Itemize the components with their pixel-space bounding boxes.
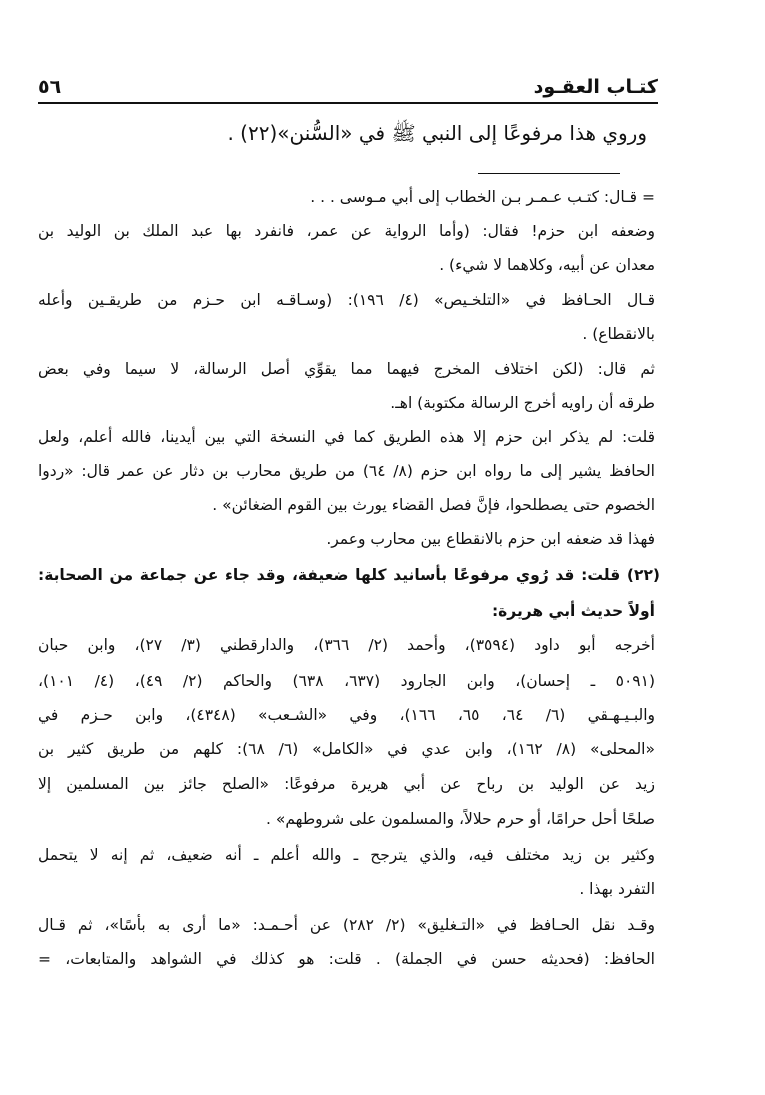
header-rule — [38, 102, 658, 104]
footnote-line: والبـيـهـقي (٦/ ٦٤، ٦٥، ١٦٦)، وفي «الشـعب» (٤٣٤٨)، وابن حـزم في — [38, 706, 655, 724]
footnote-line: الخصوم حتى يصطلحوا، فإنَّ فصل القضاء يورث بين القوم الضغائن» . — [212, 496, 655, 514]
footnote-line: فهذا قد ضعفه ابن حزم بالانقطاع بين محارب وعمر. — [326, 530, 655, 548]
footnote-line: معدان عن أبيه، وكلاهما لا شيء) . — [439, 256, 655, 274]
footnote-line: صلحًا أحل حرامًا، أو حرم حلالاً، والمسلمون على شروطهم» . — [266, 810, 655, 828]
footnote-line: = قـال: كتـب عـمـر بـن الخطاب إلى أبي مـوسى . . . — [310, 188, 655, 206]
footnote-line: وقـد نقل الحـافظ في «التـغليق» (٢/ ٢٨٢) عن أحـمـد: «ما أرى به بأسًا»، ثم قـال — [38, 916, 655, 934]
page-number: ٥٦ — [38, 76, 62, 98]
footnote-22-line: (٢٢) قلت: قد رُوي مرفوعًا بأسانيد كلها ضعيفة، وقد جاء عن جماعة من الصحابة: — [38, 566, 660, 584]
running-title: كتـاب العقـود — [533, 76, 658, 98]
page-header — [38, 74, 658, 100]
footnote-line: ثم قال: (لكن اختلاف المخرج فيهما مما يقوِّي أصل الرسالة، لا سيما وفي بعض — [38, 360, 655, 378]
footnote-line: وكثير بن زيد مختلف فيه، والذي يترجح ـ والله أعلم ـ أنه ضعيف، ثم إنه لا يتحمل — [38, 846, 655, 864]
footnote-line: بالانقطاع) . — [582, 325, 655, 343]
footnote-line: (٥٠٩١ ـ إحسان)، وابن الجارود (٦٣٧، ٦٣٨) والحاكم (٢/ ٤٩)، (٤/ ١٠١)، — [38, 672, 655, 690]
footnote-separator — [478, 173, 620, 174]
footnote-line: وضعفه ابن حزم! فقال: (وأما الرواية عن عمر، فانفرد بها عبد الملك بن الوليد بن — [38, 222, 655, 240]
footnote-line: الحافظ يشير إلى ما رواه ابن حزم (٨/ ٦٤) من طريق محارب بن دثار عن عمر قال: «ردوا — [38, 462, 655, 480]
footnote-line: أخرجه أبو داود (٣٥٩٤)، وأحمد (٢/ ٣٦٦)، والدارقطني (٣/ ٢٧)، وابن حبان — [38, 636, 655, 654]
footnote-line: التفرد بهذا . — [579, 880, 655, 898]
footnote-line: زيد عن الوليد بن رباح عن أبي هريرة مرفوعًا: «الصلح جائز بين المسلمين إلا — [38, 775, 655, 793]
footnote-line: قلت: لم يذكر ابن حزم إلا هذه الطريق كما في النسخة التي بين أيدينا، فالله أعلم، ولعل — [38, 428, 655, 446]
footnote-line: الحافظ: (فحديثه حسن في الجملة) . قلت: هو كذلك في الشواهد والمتابعات، = — [38, 950, 655, 968]
subheading-abu-hurayra: أولاً حديث أبي هريرة: — [491, 602, 655, 620]
footnote-line: قـال الحـافظ في «التلخـيص» (٤/ ١٩٦): (وسـاقـه ابن حـزم من طريقـين وأعله — [38, 291, 655, 309]
footnote-line: «المحلى» (٨/ ١٦٢)، وابن عدي في «الكامل» (٦/ ٦٨): كلهم من طريق كثير بن — [38, 740, 655, 758]
footnote-line: طرقه أن راويه أخرج الرسالة مكتوبة) اهـ. — [390, 394, 655, 412]
main-text: وروي هذا مرفوعًا إلى النبي ﷺ في «السُّنن»(٢٢) . — [227, 121, 647, 145]
